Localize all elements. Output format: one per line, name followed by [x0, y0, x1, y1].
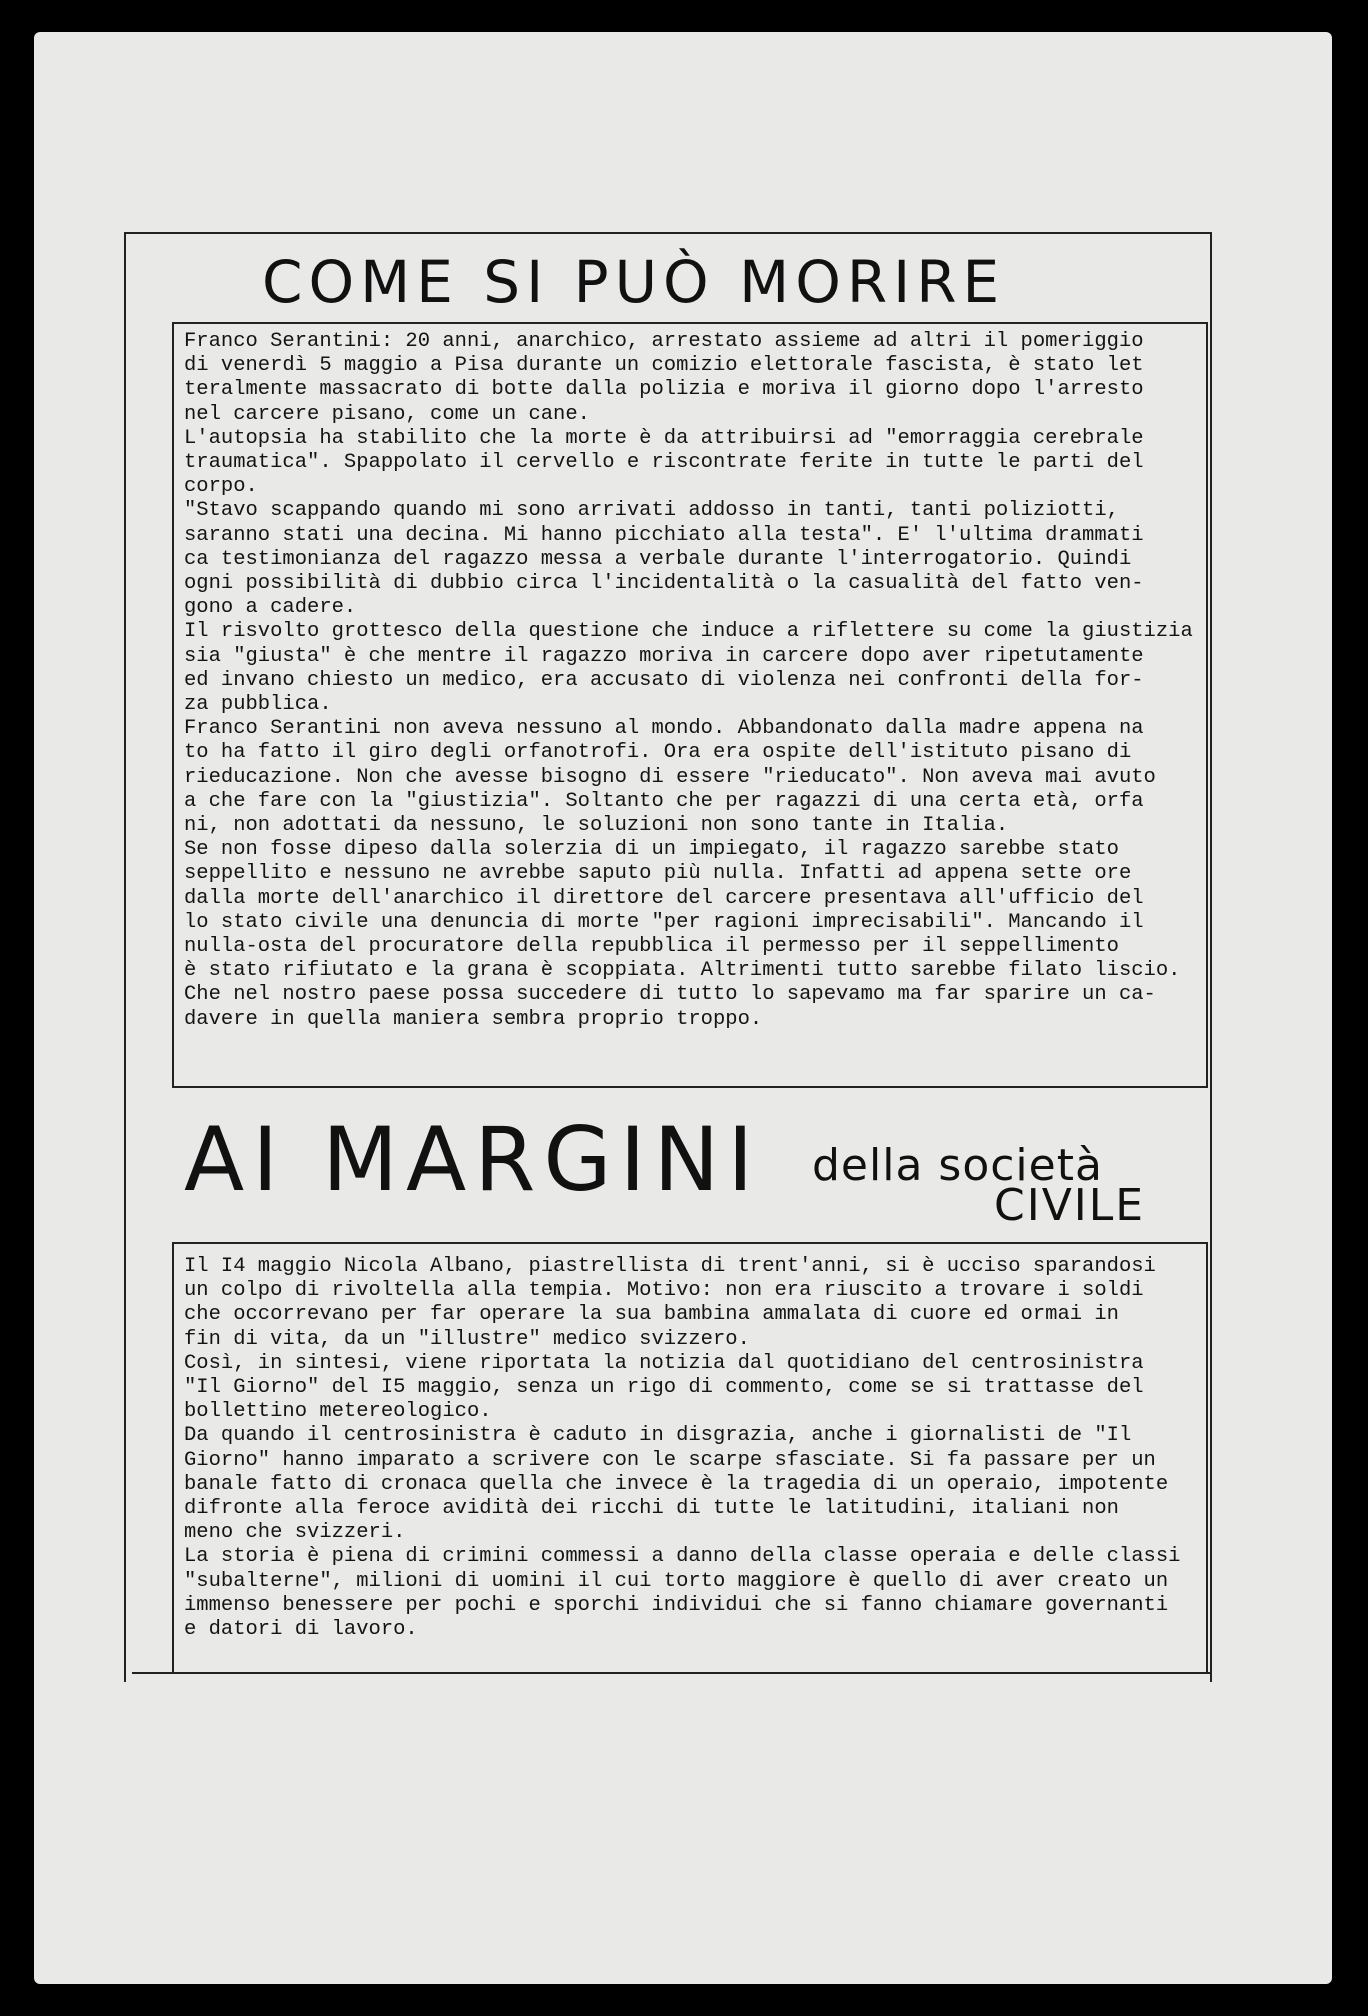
text-line: Franco Serantini non aveva nessuno al mondo. Abbandonato dalla madre appena na	[184, 717, 1144, 741]
text-line: traumatica". Spappolato il cervello e riscontrate ferite in tutte le parti del	[184, 451, 1144, 475]
text-line: banale fatto di cronaca quella che invece è la tragedia di un operaio, impotente	[184, 1472, 1169, 1496]
text-line: dalla morte dell'anarchico il direttore del carcere presentava all'ufficio del	[184, 886, 1144, 910]
text-line: to ha fatto il giro degli orfanotrofi. Ora era ospite dell'istituto pisano di	[184, 741, 1132, 765]
text-line: di venerdì 5 maggio a Pisa durante un comizio elettorale fascista, è stato let	[184, 354, 1144, 378]
text-line: za pubblica.	[184, 693, 332, 717]
text-line: un colpo di rivoltella alla tempia. Motivo: non era riuscito a trovare i soldi	[184, 1279, 1144, 1303]
text-line: Che nel nostro paese possa succedere di tutto lo sapevamo ma far sparire un ca-	[184, 983, 1156, 1007]
text-line: gono a cadere.	[184, 596, 357, 620]
text-line: La storia è piena di crimini commessi a danno della classe operaia e delle classi	[184, 1545, 1181, 1569]
text-line: è stato rifiutato e la grana è scoppiata. Altrimenti tutto sarebbe filato liscio.	[184, 959, 1181, 983]
text-line: Da quando il centrosinistra è caduto in disgrazia, anche i giornalisti de "Il	[184, 1424, 1132, 1448]
text-line: sia "giusta" è che mentre il ragazzo moriva in carcere dopo aver ripetutamente	[184, 644, 1144, 668]
text-line: L'autopsia ha stabilito che la morte è da attribuirsi ad "emorraggia cerebrale	[184, 426, 1144, 450]
article1-body	[184, 330, 1193, 1032]
text-line: meno che svizzeri.	[184, 1521, 406, 1545]
text-line: ed invano chiesto un medico, era accusato di violenza nei confronti della for-	[184, 668, 1144, 692]
text-line: davere in quella maniera sembra proprio troppo.	[184, 1007, 763, 1031]
text-line: "subalterne", milioni di uomini il cui torto maggiore è quello di aver creato un	[184, 1569, 1169, 1593]
text-line: rieducazione. Non che avesse bisogno di essere "rieducato". Non aveva mai avuto	[184, 765, 1156, 789]
text-line: bollettino metereologico.	[184, 1400, 492, 1424]
text-line: ogni possibilità di dubbio circa l'incidentalità o la casualità del fatto ven-	[184, 572, 1144, 596]
text-line: a che fare con la "giustizia". Soltanto che per ragazzi di una certa età, orfa	[184, 789, 1144, 813]
text-line: teralmente massacrato di botte dalla polizia e moriva il giorno dopo l'arresto	[184, 378, 1144, 402]
text-line: Il risvolto grottesco della questione che induce a riflettere su come la giustizia	[184, 620, 1193, 644]
text-line: immenso benessere per pochi e sporchi individui che si fanno chiamare governanti	[184, 1593, 1169, 1617]
text-line: che occorrevano per far operare la sua bambina ammalata di cuore ed ormai in	[184, 1303, 1119, 1327]
article2-title-sub2: CIVILE	[994, 1180, 1146, 1231]
text-line: Franco Serantini: 20 anni, anarchico, arrestato assieme ad altri il pomeriggio	[184, 330, 1144, 353]
text-line: nel carcere pisano, come un cane.	[184, 402, 590, 426]
article2-title-sub1: della società	[812, 1140, 1103, 1191]
text-line: e datori di lavoro.	[184, 1618, 418, 1642]
text-line: ni, non adottati da nessuno, le soluzioni non sono tante in Italia.	[184, 814, 1009, 838]
text-line: ca testimonianza del ragazzo messa a verbale durante l'interrogatorio. Quindi	[184, 547, 1132, 571]
text-line: Giorno" hanno imparato a scrivere con le scarpe sfasciate. Si fa passare per un	[184, 1448, 1156, 1472]
text-line: "Il Giorno" del I5 maggio, senza un rigo di commento, come se si trattasse del	[184, 1376, 1144, 1400]
text-line: Il I4 maggio Nicola Albano, piastrellista di trent'anni, si è ucciso sparandosi	[184, 1255, 1156, 1278]
text-line: corpo.	[184, 475, 258, 499]
text-line: Così, in sintesi, viene riportata la notizia dal quotidiano del centrosinistra	[184, 1351, 1144, 1375]
article1-title: COME SI PUÒ MORIRE	[262, 248, 1006, 316]
text-line: lo stato civile una denuncia di morte "per ragioni imprecisabili". Mancando il	[184, 910, 1144, 934]
text-line: "Stavo scappando quando mi sono arrivati addosso in tanti, tanti poliziotti,	[184, 499, 1119, 523]
article2-body	[184, 1255, 1180, 1642]
text-line: seppellito e nessuno ne avrebbe saputo più nulla. Infatti ad appena sette ore	[184, 862, 1132, 886]
text-line: nulla-osta del procuratore della repubblica il permesso per il seppellimento	[184, 935, 1119, 959]
article2-title-main: AI MARGINI	[184, 1108, 762, 1211]
text-line: Se non fosse dipeso dalla solerzia di un impiegato, il ragazzo sarebbe stato	[184, 838, 1119, 862]
text-line: saranno stati una decina. Mi hanno picchiato alla testa". E' l'ultima drammati	[184, 523, 1144, 547]
text-line: difronte alla feroce avidità dei ricchi di tutte le latitudini, italiani non	[184, 1497, 1119, 1521]
text-line: fin di vita, da un "illustre" medico svizzero.	[184, 1327, 750, 1351]
